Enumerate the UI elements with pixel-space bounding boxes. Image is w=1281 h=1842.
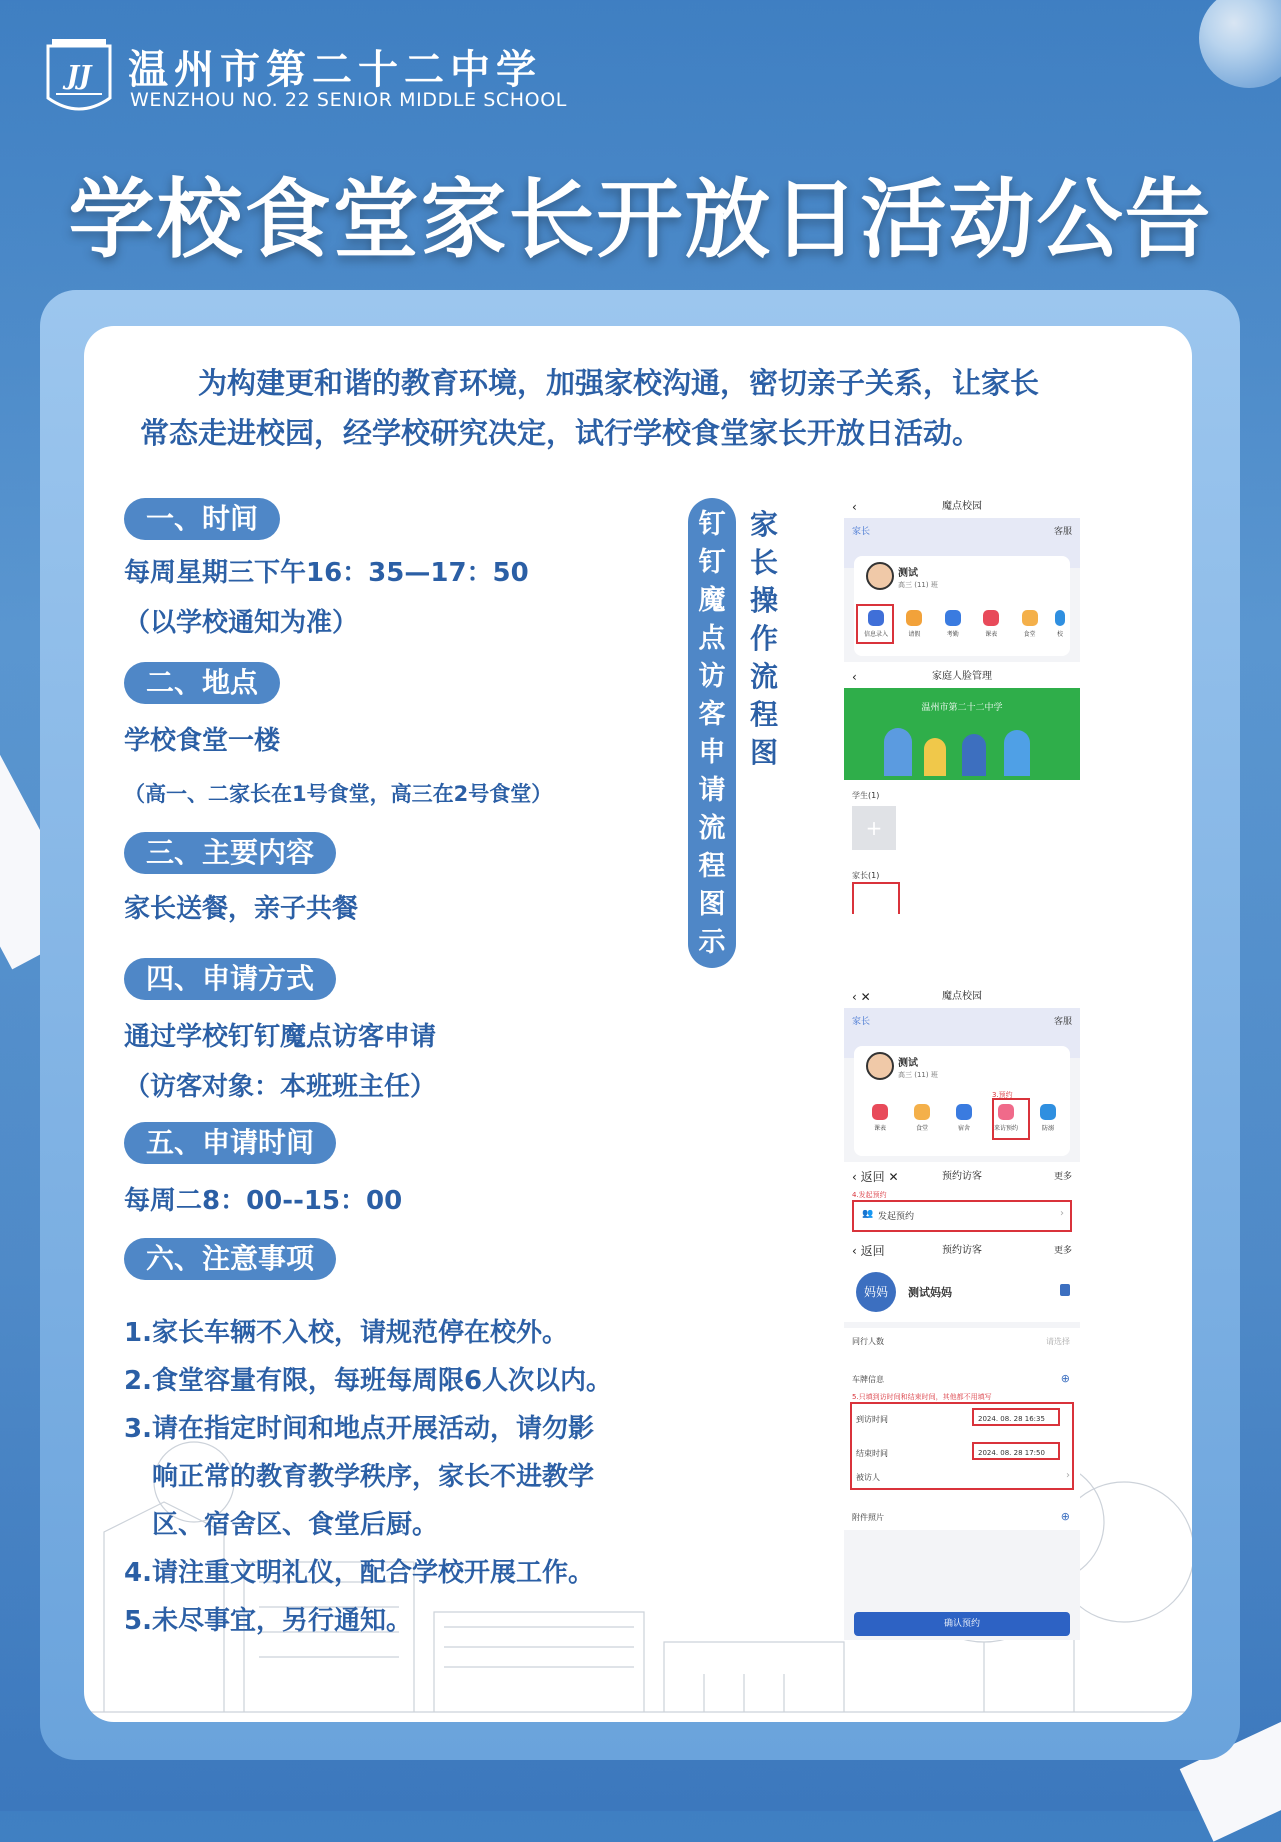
app-schedule[interactable] bbox=[975, 610, 1007, 638]
content-line: 家长送餐，亲子共餐 bbox=[124, 894, 359, 924]
back-icon[interactable]: ‹ ✕ bbox=[852, 990, 871, 1004]
app-screenshot-visitor-start bbox=[844, 1166, 1080, 1240]
confirm-booking-button[interactable]: 确认预约 bbox=[854, 1612, 1070, 1636]
app-header bbox=[844, 986, 1080, 1008]
decorative-bubble bbox=[1199, 0, 1281, 88]
app-label: 宿舍 bbox=[957, 1125, 970, 1132]
pill-char: 客 bbox=[698, 699, 726, 730]
app-header bbox=[844, 1240, 1080, 1262]
app-title: 家庭人脸管理 bbox=[932, 671, 992, 682]
photo-label: 附件照片 bbox=[852, 1513, 884, 1522]
avatar bbox=[866, 1052, 894, 1080]
title-char: 图 bbox=[749, 736, 778, 769]
app-more[interactable] bbox=[1052, 610, 1068, 638]
app-visit-booking[interactable] bbox=[990, 1104, 1022, 1132]
section-content-heading: 三、主要内容 bbox=[124, 832, 336, 874]
page-title: 学校食堂家长开放日活动公告 bbox=[68, 170, 1213, 270]
user-name: 测试 bbox=[898, 568, 918, 579]
pill-char: 访 bbox=[698, 661, 726, 692]
place-line: 学校食堂一楼 bbox=[124, 726, 281, 756]
parent-label: 家长(1) bbox=[852, 871, 880, 880]
section-apply-time-heading: 五、申请时间 bbox=[124, 1122, 336, 1164]
back-link[interactable]: ‹ 返回 ✕ bbox=[852, 1170, 899, 1184]
school-logo bbox=[44, 36, 114, 120]
place-note: （高一、二家长在1号食堂，高三在2号食堂） bbox=[124, 782, 553, 806]
contact-card-icon[interactable] bbox=[1060, 1284, 1070, 1296]
pill-char: 申 bbox=[698, 737, 726, 768]
app-label: 请假 bbox=[908, 631, 921, 638]
step-note: 4.发起预约 bbox=[852, 1191, 887, 1199]
pill-char: 示 bbox=[698, 927, 726, 958]
note-item: 3.请在指定时间和地点开展活动，请勿影 bbox=[124, 1414, 594, 1444]
note-item: 5.未尽事宜，另行通知。 bbox=[124, 1606, 412, 1636]
step-note: 5.只填到访时间和结束时间，其他都不用填写 bbox=[852, 1393, 992, 1401]
app-canteen[interactable] bbox=[1014, 610, 1046, 638]
service-link[interactable]: 客服 bbox=[1053, 1017, 1072, 1027]
intro-line-1: 为构建更和谐的教育环境，加强家校沟通，密切亲子关系，让家长 bbox=[198, 366, 1040, 400]
app-header bbox=[844, 1166, 1080, 1188]
app-schedule[interactable] bbox=[864, 1104, 896, 1132]
visitor-avatar: 妈妈 bbox=[856, 1272, 896, 1312]
pill-char: 魔 bbox=[698, 585, 726, 616]
flow-label-pill bbox=[688, 498, 736, 968]
service-link[interactable]: 客服 bbox=[1053, 527, 1072, 537]
app-label: 来访预约 bbox=[993, 1125, 1018, 1132]
app-info-entry[interactable] bbox=[860, 610, 892, 638]
app-header bbox=[844, 496, 1080, 518]
flow-title-vertical bbox=[744, 506, 784, 772]
role-dropdown[interactable]: 家长 bbox=[852, 527, 871, 537]
banner bbox=[844, 688, 1080, 780]
app-drowning-prevention[interactable] bbox=[1032, 1104, 1064, 1132]
add-plate-icon[interactable]: ⊕ bbox=[1060, 1372, 1070, 1385]
user-class: 高三 (11) 班 bbox=[898, 1071, 938, 1079]
arrive-time-label: 到访时间 bbox=[856, 1415, 888, 1424]
app-title: 魔点校园 bbox=[942, 991, 982, 1002]
companions-select[interactable]: 请选择 bbox=[1046, 1337, 1070, 1346]
title-char: 作 bbox=[749, 622, 778, 655]
apply-note: （访客对象：本班班主任） bbox=[124, 1072, 437, 1102]
app-canteen[interactable] bbox=[906, 1104, 938, 1132]
plate-label: 车牌信息 bbox=[852, 1375, 884, 1384]
student-label: 学生(1) bbox=[852, 791, 880, 800]
banner-title: 温州市第二十二中学 bbox=[921, 703, 1003, 713]
title-char: 流 bbox=[749, 660, 778, 693]
back-icon[interactable]: ‹ bbox=[852, 500, 857, 514]
add-photo-icon[interactable]: ⊕ bbox=[1060, 1510, 1070, 1523]
start-booking-label: 发起预约 bbox=[878, 1212, 915, 1222]
app-label: 课表 bbox=[985, 631, 998, 638]
app-screenshot-home bbox=[844, 496, 1080, 662]
svg-text:JJ: JJ bbox=[66, 61, 92, 91]
step-note: 3.预约 bbox=[992, 1091, 1013, 1099]
app-title: 预约访客 bbox=[942, 1245, 982, 1256]
apply-line: 通过学校钉钉魔点访客申请 bbox=[124, 1022, 437, 1052]
apply-time-line: 每周二8：00--15：00 bbox=[124, 1186, 403, 1216]
title-char: 程 bbox=[749, 698, 778, 731]
companions-label: 同行人数 bbox=[852, 1337, 884, 1346]
people-icon: 👥 bbox=[862, 1209, 874, 1219]
user-class: 高三 (11) 班 bbox=[898, 581, 938, 589]
section-place-heading: 二、地点 bbox=[124, 662, 280, 704]
time-line: 每周星期三下午16：35—17：50 bbox=[124, 558, 529, 588]
section-time-heading: 一、时间 bbox=[124, 498, 280, 540]
start-booking-button[interactable] bbox=[852, 1200, 1072, 1232]
app-title: 魔点校园 bbox=[942, 501, 982, 512]
app-screenshot-home-visit bbox=[844, 986, 1080, 1162]
add-student-icon[interactable]: + bbox=[852, 806, 896, 850]
role-dropdown[interactable]: 家长 bbox=[852, 1017, 871, 1027]
pill-char: 流 bbox=[698, 813, 726, 844]
chevron-right-icon[interactable]: › bbox=[1066, 1470, 1070, 1481]
app-title: 预约访客 bbox=[942, 1171, 982, 1182]
app-screenshot-face-management bbox=[844, 666, 1080, 914]
back-icon[interactable]: ‹ bbox=[852, 670, 857, 684]
pill-char: 钉 bbox=[698, 509, 726, 540]
app-header bbox=[844, 666, 1080, 688]
title-char: 家 bbox=[749, 508, 778, 541]
pill-char: 程 bbox=[698, 851, 726, 882]
pill-char: 图 bbox=[698, 889, 726, 920]
app-label: 课表 bbox=[873, 1125, 886, 1132]
arrive-time-field[interactable]: 2024. 08. 28 16:35 bbox=[972, 1408, 1060, 1426]
title-char: 长 bbox=[749, 546, 778, 579]
visitor-name: 测试妈妈 bbox=[908, 1286, 952, 1299]
school-name-en: WENZHOU NO. 22 SENIOR MIDDLE SCHOOL bbox=[130, 89, 567, 111]
avatar bbox=[866, 562, 894, 590]
title-char: 操 bbox=[749, 584, 778, 617]
back-link[interactable]: ‹ 返回 bbox=[852, 1244, 885, 1258]
app-attendance[interactable] bbox=[937, 610, 969, 638]
visitee-label: 被访人 bbox=[856, 1473, 880, 1482]
app-label: 信息录入 bbox=[863, 631, 888, 638]
section-notes-heading: 六、注意事项 bbox=[124, 1238, 336, 1280]
time-note: （以学校通知为准） bbox=[124, 608, 359, 638]
pill-char: 钉 bbox=[698, 547, 726, 578]
end-time-label: 结束时间 bbox=[856, 1449, 888, 1458]
app-screenshot-visitor-form bbox=[844, 1240, 1080, 1640]
app-dorm[interactable] bbox=[948, 1104, 980, 1132]
section-apply-heading: 四、申请方式 bbox=[124, 958, 336, 1000]
pill-char: 点 bbox=[698, 623, 726, 654]
more-link[interactable]: 更多 bbox=[1053, 1246, 1072, 1256]
app-label: 防溺 bbox=[1041, 1125, 1054, 1132]
app-label: 食堂 bbox=[915, 1125, 928, 1132]
notice-card bbox=[84, 326, 1192, 1722]
intro-paragraph bbox=[140, 358, 1150, 458]
add-parent-box[interactable] bbox=[852, 882, 900, 914]
note-item: 1.家长车辆不入校，请规范停在校外。 bbox=[124, 1318, 568, 1348]
chevron-right-icon: › bbox=[1060, 1208, 1064, 1219]
intro-line-2: 常态走进校园，经学校研究决定，试行学校食堂家长开放日活动。 bbox=[140, 416, 982, 450]
more-link[interactable]: 更多 bbox=[1053, 1172, 1072, 1182]
school-name-cn: 温州市第二十二中学 bbox=[128, 46, 542, 93]
note-item: 响正常的教育教学秩序，家长不进教学 bbox=[152, 1462, 595, 1492]
end-time-field[interactable]: 2024. 08. 28 17:50 bbox=[972, 1442, 1060, 1460]
user-name: 测试 bbox=[898, 1058, 918, 1069]
app-leave[interactable] bbox=[898, 610, 930, 638]
app-label: 考勤 bbox=[946, 631, 959, 638]
note-item: 区、宿舍区、食堂后厨。 bbox=[152, 1510, 439, 1540]
note-item: 2.食堂容量有限，每班每周限6人次以内。 bbox=[124, 1366, 613, 1396]
app-label: 校 bbox=[1056, 631, 1063, 638]
pill-char: 请 bbox=[698, 775, 726, 806]
note-item: 4.请注重文明礼仪，配合学校开展工作。 bbox=[124, 1558, 594, 1588]
app-label: 食堂 bbox=[1023, 631, 1036, 638]
